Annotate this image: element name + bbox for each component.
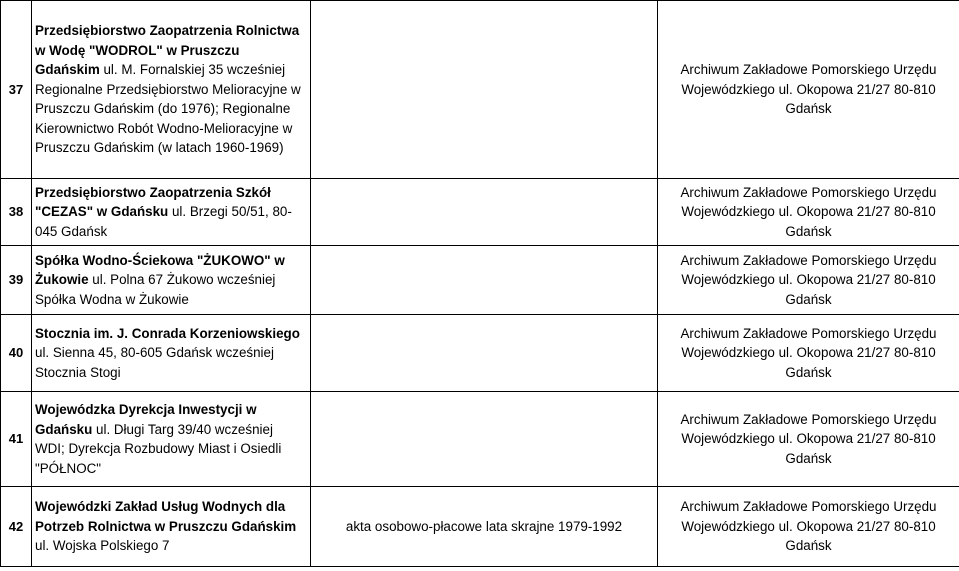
row-number: 37 [1, 1, 32, 179]
institution-name [32, 246, 311, 315]
institution-name [32, 315, 311, 392]
record-description: akta osobowo-płacowe lata skrajne 1979-1992 [311, 487, 658, 567]
archive-location: Archiwum Zakładowe Pomorskiego Urzędu Wojewódzkiego ul. Okopowa 21/27 80-810 Gdańsk [658, 246, 959, 315]
institution-address: ul. Brzegi 50/51, 80-045 Gdańsk [35, 204, 292, 239]
institution-name-bold: Przedsiębiorstwo Zaopatrzenia Rolnictwa w Wodę "WODROL" w Pruszczu Gdańskim [35, 23, 300, 78]
table-row [1, 246, 959, 315]
record-description [311, 246, 658, 315]
institution-name [32, 392, 311, 487]
institution-address: ul. Sienna 45, 80-605 Gdańsk wcześniej Stocznia Stogi [35, 345, 274, 380]
table-row [1, 487, 959, 567]
institution-name-bold: Wojewódzka Dyrekcja Inwestycji w Gdańsku [35, 402, 257, 437]
row-number: 42 [1, 487, 32, 567]
table-row [1, 1, 959, 179]
record-description [311, 1, 658, 179]
row-number: 38 [1, 179, 32, 246]
record-description [311, 392, 658, 487]
archive-location: Archiwum Zakładowe Pomorskiego Urzędu Wojewódzkiego ul. Okopowa 21/27 80-810 Gdańsk [658, 179, 959, 246]
table-row [1, 392, 959, 487]
institution-address: ul. Długi Targ 39/40 wcześniej WDI; Dyrekcja Rozbudowy Miast i Osiedli "PÓŁNOC" [35, 421, 282, 476]
institution-name-bold: Wojewódzki Zakład Usług Wodnych dla Potrzeb Rolnictwa w Pruszczu Gdańskim [35, 499, 297, 534]
institution-name-bold: Stocznia im. J. Conrada Korzeniowskiego [35, 325, 300, 341]
institution-address: ul. M. Fornalskiej 35 wcześniej Regionalne Przedsiębiorstwo Melioracyjne w Pruszczu Gdańskim (do 1976); Regionalne Kierownictwo Robót Wodno-Melioracyjne w Pruszczu Gdańskim (w latach 1960-1969) [35, 62, 301, 156]
row-number: 41 [1, 392, 32, 487]
record-description [311, 315, 658, 392]
archive-location: Archiwum Zakładowe Pomorskiego Urzędu Wojewódzkiego ul. Okopowa 21/27 80-810 Gdańsk [658, 487, 959, 567]
row-number: 40 [1, 315, 32, 392]
institution-name [32, 179, 311, 246]
institution-address: ul. Wojska Polskiego 7 [35, 538, 170, 554]
institution-name [32, 487, 311, 567]
institution-address: ul. Polna 67 Żukowo wcześniej Spółka Wodna w Żukowie [35, 272, 276, 307]
institution-name [32, 1, 311, 179]
archive-location: Archiwum Zakładowe Pomorskiego Urzędu Wojewódzkiego ul. Okopowa 21/27 80-810 Gdańsk [658, 392, 959, 487]
archive-location: Archiwum Zakładowe Pomorskiego Urzędu Wojewódzkiego ul. Okopowa 21/27 80-810 Gdańsk [658, 315, 959, 392]
row-number: 39 [1, 246, 32, 315]
table-row [1, 179, 959, 246]
institution-name-bold: Przedsiębiorstwo Zaopatrzenia Szkół "CEZAS" w Gdańsku [35, 184, 271, 220]
institution-name-bold: Spółka Wodno-Ściekowa "ŻUKOWO" w Żukowie [35, 252, 285, 288]
record-description [311, 179, 658, 246]
table-row [1, 315, 959, 392]
archive-location: Archiwum Zakładowe Pomorskiego Urzędu Wojewódzkiego ul. Okopowa 21/27 80-810 Gdańsk [658, 1, 959, 179]
